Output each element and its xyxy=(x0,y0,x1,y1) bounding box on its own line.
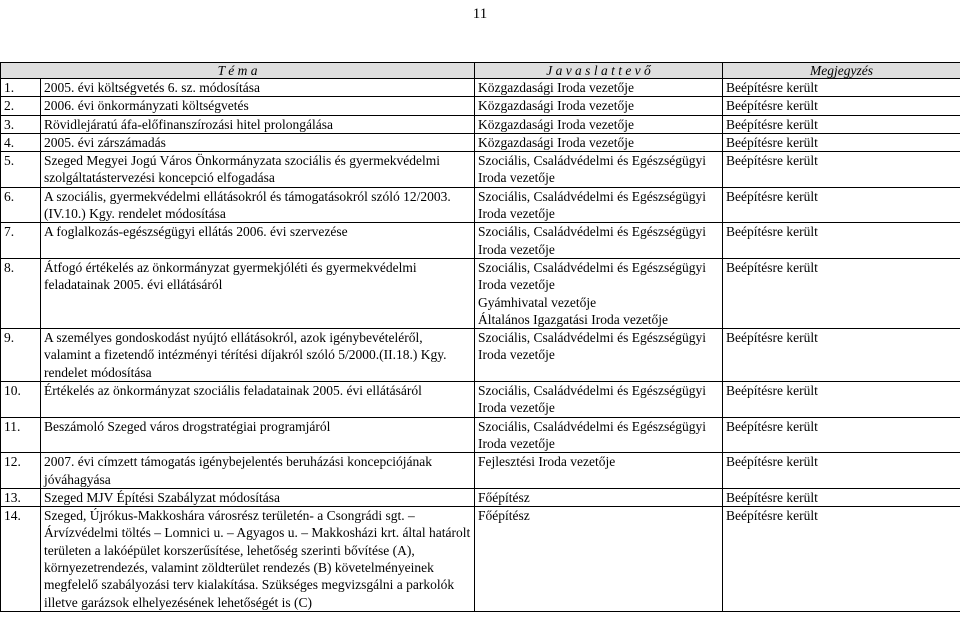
row-note: Beépítésre került xyxy=(723,382,960,418)
header-proposer: J a v a s l a t t e v ő xyxy=(475,63,723,79)
row-proposer: Közgazdasági Iroda vezetője xyxy=(475,133,723,151)
row-number: 3. xyxy=(1,115,41,133)
row-note: Beépítésre került xyxy=(723,152,960,188)
row-topic: Szeged, Újrókus-Makkoshára városrész területén- a Csongrádi sgt. – Árvízvédelmi töltés – Lomnici u. – Agyagos u. – Makkosházi krt. által határolt területen a lakóépület korszerűsítése, lehetőség szerinti bővítése (A), környezetrendezés, valamint zöldterület rendezés (B) követelményeinek megfelelő szabályozási terv kialakítása. Szükséges megvizsgálni a parkolók illetve garázsok elhelyezésének lehetőségét is (C) xyxy=(41,507,475,612)
row-topic: Beszámoló Szeged város drogstratégiai programjáról xyxy=(41,417,475,453)
row-note: Beépítésre került xyxy=(723,258,960,328)
row-number: 13. xyxy=(1,488,41,506)
row-topic: Rövidlejáratú áfa-előfinanszírozási hitel prolongálása xyxy=(41,115,475,133)
row-proposer: Főépítész xyxy=(475,507,723,612)
table-row xyxy=(1,187,960,223)
row-number: 8. xyxy=(1,258,41,328)
row-topic: A szociális, gyermekvédelmi ellátásokról és támogatásokról szóló 12/2003.(IV.10.) Kgy. rendelet módosítása xyxy=(41,187,475,223)
row-topic: Átfogó értékelés az önkormányzat gyermekjóléti és gyermekvédelmi feladatainak 2005. évi ellátásáról xyxy=(41,258,475,328)
row-number: 9. xyxy=(1,329,41,382)
row-number: 10. xyxy=(1,382,41,418)
row-topic: 2005. évi zárszámadás xyxy=(41,133,475,151)
row-proposer: Közgazdasági Iroda vezetője xyxy=(475,115,723,133)
header-row xyxy=(1,63,960,79)
table-row xyxy=(1,507,960,612)
table-row xyxy=(1,488,960,506)
row-proposer: Szociális, Családvédelmi és Egészségügyi Iroda vezetője xyxy=(475,152,723,188)
row-proposer: Szociális, Családvédelmi és Egészségügyi Iroda vezetője xyxy=(475,329,723,382)
row-note: Beépítésre került xyxy=(723,115,960,133)
row-number: 4. xyxy=(1,133,41,151)
row-note: Beépítésre került xyxy=(723,79,960,97)
table-row xyxy=(1,417,960,453)
header-note: Megjegyzés xyxy=(723,63,960,79)
row-proposer: Fejlesztési Iroda vezetője xyxy=(475,453,723,489)
row-topic: 2007. évi címzett támogatás igénybejelentés beruházási koncepciójának jóváhagyása xyxy=(41,453,475,489)
row-note: Beépítésre került xyxy=(723,329,960,382)
row-note: Beépítésre került xyxy=(723,187,960,223)
table-row xyxy=(1,97,960,115)
row-proposer: Szociális, Családvédelmi és Egészségügyi Iroda vezetője xyxy=(475,187,723,223)
table-row xyxy=(1,152,960,188)
row-proposer: Szociális, Családvédelmi és Egészségügyi Iroda vezetője xyxy=(475,223,723,259)
row-note: Beépítésre került xyxy=(723,453,960,489)
table-row xyxy=(1,258,960,328)
row-topic: 2005. évi költségvetés 6. sz. módosítása xyxy=(41,79,475,97)
row-note: Beépítésre került xyxy=(723,507,960,612)
row-proposer: Főépítész xyxy=(475,488,723,506)
table-row xyxy=(1,453,960,489)
proposer-line: Szociális, Családvédelmi és Egészségügyi Iroda vezetője xyxy=(478,259,706,293)
row-topic: A személyes gondoskodást nyújtó ellátásokról, azok igénybevételéről, valamint a fizetendő intézményi térítési díjakról szóló 5/2000.(II.18.) Kgy. rendelet módosítása xyxy=(41,329,475,382)
header-topic: T é m a xyxy=(1,63,475,79)
row-proposer: Közgazdasági Iroda vezetője xyxy=(475,79,723,97)
row-proposer xyxy=(475,258,723,328)
row-number: 7. xyxy=(1,223,41,259)
row-proposer: Szociális, Családvédelmi és Egészségügyi Iroda vezetője xyxy=(475,417,723,453)
row-topic: Szeged MJV Építési Szabályzat módosítása xyxy=(41,488,475,506)
table-row xyxy=(1,79,960,97)
row-note: Beépítésre került xyxy=(723,97,960,115)
row-number: 5. xyxy=(1,152,41,188)
page-number: 11 xyxy=(472,6,488,22)
table-row xyxy=(1,133,960,151)
row-number: 14. xyxy=(1,507,41,612)
proposer-line: Általános Igazgatási Iroda vezetője xyxy=(478,311,669,327)
row-number: 6. xyxy=(1,187,41,223)
row-note: Beépítésre került xyxy=(723,488,960,506)
row-note: Beépítésre került xyxy=(723,417,960,453)
row-proposer: Szociális, Családvédelmi és Egészségügyi Iroda vezetője xyxy=(475,382,723,418)
row-number: 2. xyxy=(1,97,41,115)
table-row xyxy=(1,329,960,382)
row-note: Beépítésre került xyxy=(723,133,960,151)
row-number: 1. xyxy=(1,79,41,97)
table-row xyxy=(1,382,960,418)
row-topic: 2006. évi önkormányzati költségvetés xyxy=(41,97,475,115)
table-row xyxy=(1,223,960,259)
row-number: 12. xyxy=(1,453,41,489)
row-proposer: Közgazdasági Iroda vezetője xyxy=(475,97,723,115)
row-topic: Értékelés az önkormányzat szociális feladatainak 2005. évi ellátásáról xyxy=(41,382,475,418)
row-topic: A foglalkozás-egészségügyi ellátás 2006. évi szervezése xyxy=(41,223,475,259)
row-note: Beépítésre került xyxy=(723,223,960,259)
table-row xyxy=(1,115,960,133)
agenda-table xyxy=(0,62,960,612)
row-topic: Szeged Megyei Jogú Város Önkormányzata szociális és gyermekvédelmi szolgáltatástervezési koncepció elfogadása xyxy=(41,152,475,188)
row-number: 11. xyxy=(1,417,41,453)
proposer-line: Gyámhivatal vezetője xyxy=(478,294,597,310)
